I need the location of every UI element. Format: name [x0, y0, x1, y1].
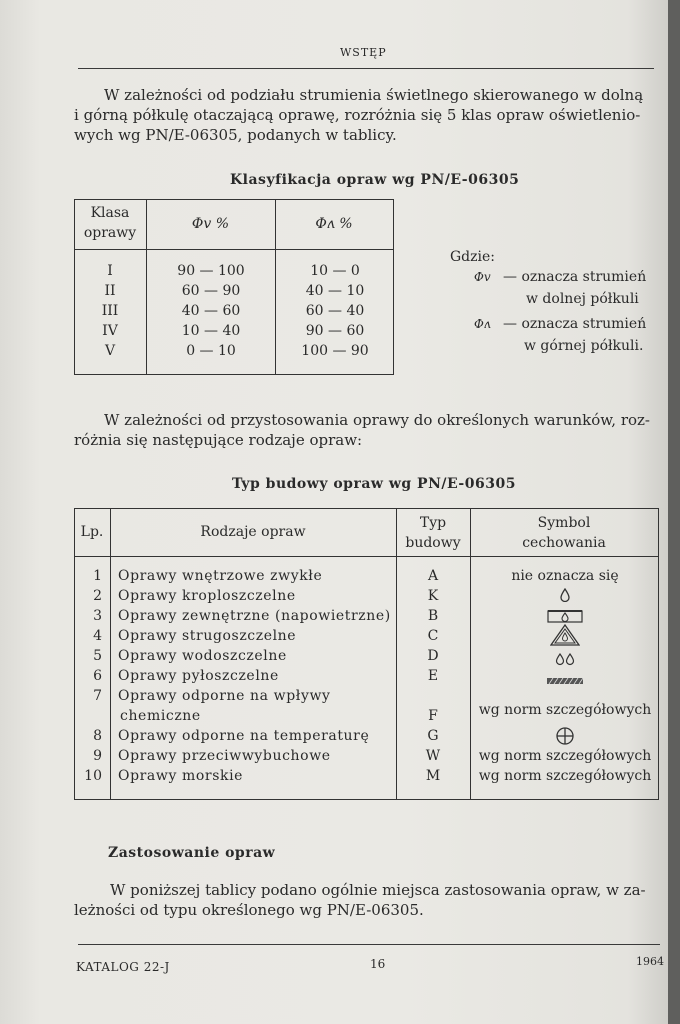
header-symbol: [470, 513, 658, 553]
table-row-continuation: [74, 702, 659, 728]
phi-v-cell: 60 — 90: [181, 283, 241, 299]
table-rule: [74, 508, 659, 509]
classification-title: Klasyfikacja opraw wg PN/E-06305: [230, 172, 520, 188]
table-row: [74, 728, 659, 748]
table-row: [74, 768, 659, 788]
application-line-2: leżności od typu określonego wg PN/E-06305.: [74, 901, 424, 919]
row-name: Oprawy pyłoszczelne: [118, 668, 279, 684]
header-klasa: [74, 203, 146, 243]
row-symbol-text: nie oznacza się: [511, 568, 619, 584]
row-typ: B: [427, 608, 439, 624]
klasa-cell: I: [107, 263, 113, 279]
row-typ: C: [427, 628, 439, 644]
legend-phi-v-line1: — oznacza strumień: [503, 269, 647, 285]
types-intro-line-2: różnia się następujące rodzaje opraw:: [74, 431, 363, 449]
header-klasa-line2: oprawy: [83, 225, 137, 241]
legend-phi-v-symbol: Φv: [474, 270, 491, 284]
header-symbol-line2: cechowania: [522, 535, 606, 551]
row-typ: K: [427, 588, 439, 604]
table-row: [74, 748, 659, 768]
phi-up-cell: 10 — 0: [310, 263, 360, 279]
klasa-cell: V: [104, 343, 116, 359]
row-typ: D: [427, 648, 439, 664]
row-lp: 7: [93, 688, 102, 704]
phi-up-column: [288, 261, 382, 361]
phi-v-cell: 90 — 100: [177, 263, 245, 279]
classification-table: [74, 199, 394, 375]
row-lp: 9: [93, 748, 102, 764]
intro-line-3: wych wg PN/E-06305, podanych w tablicy.: [74, 126, 397, 144]
row-lp: 6: [93, 668, 102, 684]
row-typ: W: [425, 748, 441, 764]
row-name: Oprawy kroploszczelne: [118, 588, 296, 604]
phi-v-cell: 0 — 10: [186, 343, 236, 359]
legend-phi-up-line2: w górnej półkuli.: [524, 338, 644, 354]
header-rodzaje: Rodzaje opraw: [200, 524, 306, 540]
header-klasa-line1: Klasa: [90, 205, 130, 221]
klasa-column: [96, 261, 124, 361]
table-rule: [393, 199, 394, 375]
row-name: Oprawy strugoszczelne: [118, 628, 297, 644]
legend-phi-up-line1: — oznacza strumień: [503, 316, 647, 332]
table-row: [74, 588, 659, 608]
row-lp: 3: [93, 608, 102, 624]
footer-rule: [78, 944, 660, 945]
phi-up-cell: 60 — 40: [305, 303, 365, 319]
phi-up-cell: 40 — 10: [305, 283, 365, 299]
footer-catalog: KATALOG 22-J: [76, 960, 170, 974]
header-lp: Lp.: [80, 524, 104, 540]
table-row: [74, 628, 659, 648]
row-typ: A: [427, 568, 439, 584]
header-typ: [396, 513, 470, 553]
table-rule: [74, 374, 394, 375]
types-table: [74, 508, 659, 800]
table-rule: [74, 556, 659, 557]
table-row: [74, 568, 659, 588]
row-typ: F: [428, 708, 438, 724]
page-number: 16: [370, 957, 386, 971]
header-phi-up: Φʌ %: [315, 216, 353, 232]
row-symbol-text: wg norm szczegółowych: [478, 702, 652, 718]
types-intro-paragraph: [74, 410, 658, 450]
row-symbol-text: wg norm szczegółowych: [478, 768, 652, 784]
application-line-1: W poniższej tablicy podano ogólnie miejsca zastosowania opraw, w za-: [110, 881, 646, 899]
dust-hatch-icon: [472, 668, 658, 686]
table-row: [74, 668, 659, 688]
footer-year: 1964: [636, 955, 664, 968]
klasa-cell: II: [104, 283, 116, 299]
types-intro-line-1: W zależności od przystosowania oprawy do określonych warunków, roz-: [104, 411, 650, 429]
row-name: Oprawy odporne na wpływy: [118, 688, 331, 704]
row-name: Oprawy przeciwwybuchowe: [118, 748, 331, 764]
legend-label: Gdzie:: [450, 249, 496, 265]
table-rule: [74, 799, 659, 800]
phi-v-column: [156, 261, 266, 361]
phi-up-cell: 90 — 60: [305, 323, 365, 339]
application-title: Zastosowanie opraw: [108, 845, 276, 861]
phi-up-cell: 100 — 90: [301, 343, 369, 359]
klasa-cell: IV: [102, 323, 118, 339]
drop-icon: [472, 588, 658, 606]
row-name: Oprawy morskie: [118, 768, 244, 784]
header-phi-v: Φv %: [191, 216, 230, 232]
row-name: Oprawy wodoszczelne: [118, 648, 287, 664]
row-name: Oprawy wnętrzowe zwykłe: [118, 568, 323, 584]
row-name: Oprawy odporne na temperaturę: [118, 728, 370, 744]
row-lp: 1: [93, 568, 102, 584]
row-lp: 8: [93, 728, 102, 744]
row-symbol-text: wg norm szczegółowych: [478, 748, 652, 764]
row-name-continuation: chemiczne: [120, 708, 201, 724]
application-paragraph: [74, 880, 658, 920]
row-typ: G: [427, 728, 439, 744]
table-rule: [74, 249, 394, 250]
legend-phi-up-symbol: Φʌ: [474, 317, 491, 331]
intro-line-2: i górną półkulę otaczającą oprawę, rozróżnia się 5 klas opraw oświetlenio-: [74, 106, 641, 124]
header-rule: [78, 68, 654, 69]
table-rule: [74, 199, 394, 200]
running-header: WSTĘP: [340, 46, 387, 59]
phi-v-cell: 10 — 40: [181, 323, 241, 339]
row-lp: 4: [93, 628, 102, 644]
row-lp: 2: [93, 588, 102, 604]
row-typ: E: [427, 668, 439, 684]
types-title: Typ budowy opraw wg PN/E-06305: [232, 476, 516, 492]
table-row: [74, 648, 659, 668]
klasa-cell: III: [101, 303, 119, 319]
header-typ-line1: Typ: [419, 515, 447, 531]
row-name: Oprawy zewnętrzne (napowietrzne): [118, 608, 391, 624]
legend-phi-v-line2: w dolnej półkuli: [526, 291, 639, 307]
header-typ-line2: budowy: [405, 535, 461, 551]
intro-paragraph: [74, 85, 658, 145]
row-lp: 5: [93, 648, 102, 664]
row-typ: M: [425, 768, 441, 784]
row-lp: 10: [84, 768, 102, 784]
intro-line-1: W zależności od podziału strumienia świetlnego skierowanego w dolną: [104, 86, 644, 104]
phi-v-cell: 40 — 60: [181, 303, 241, 319]
header-symbol-line1: Symbol: [537, 515, 591, 531]
